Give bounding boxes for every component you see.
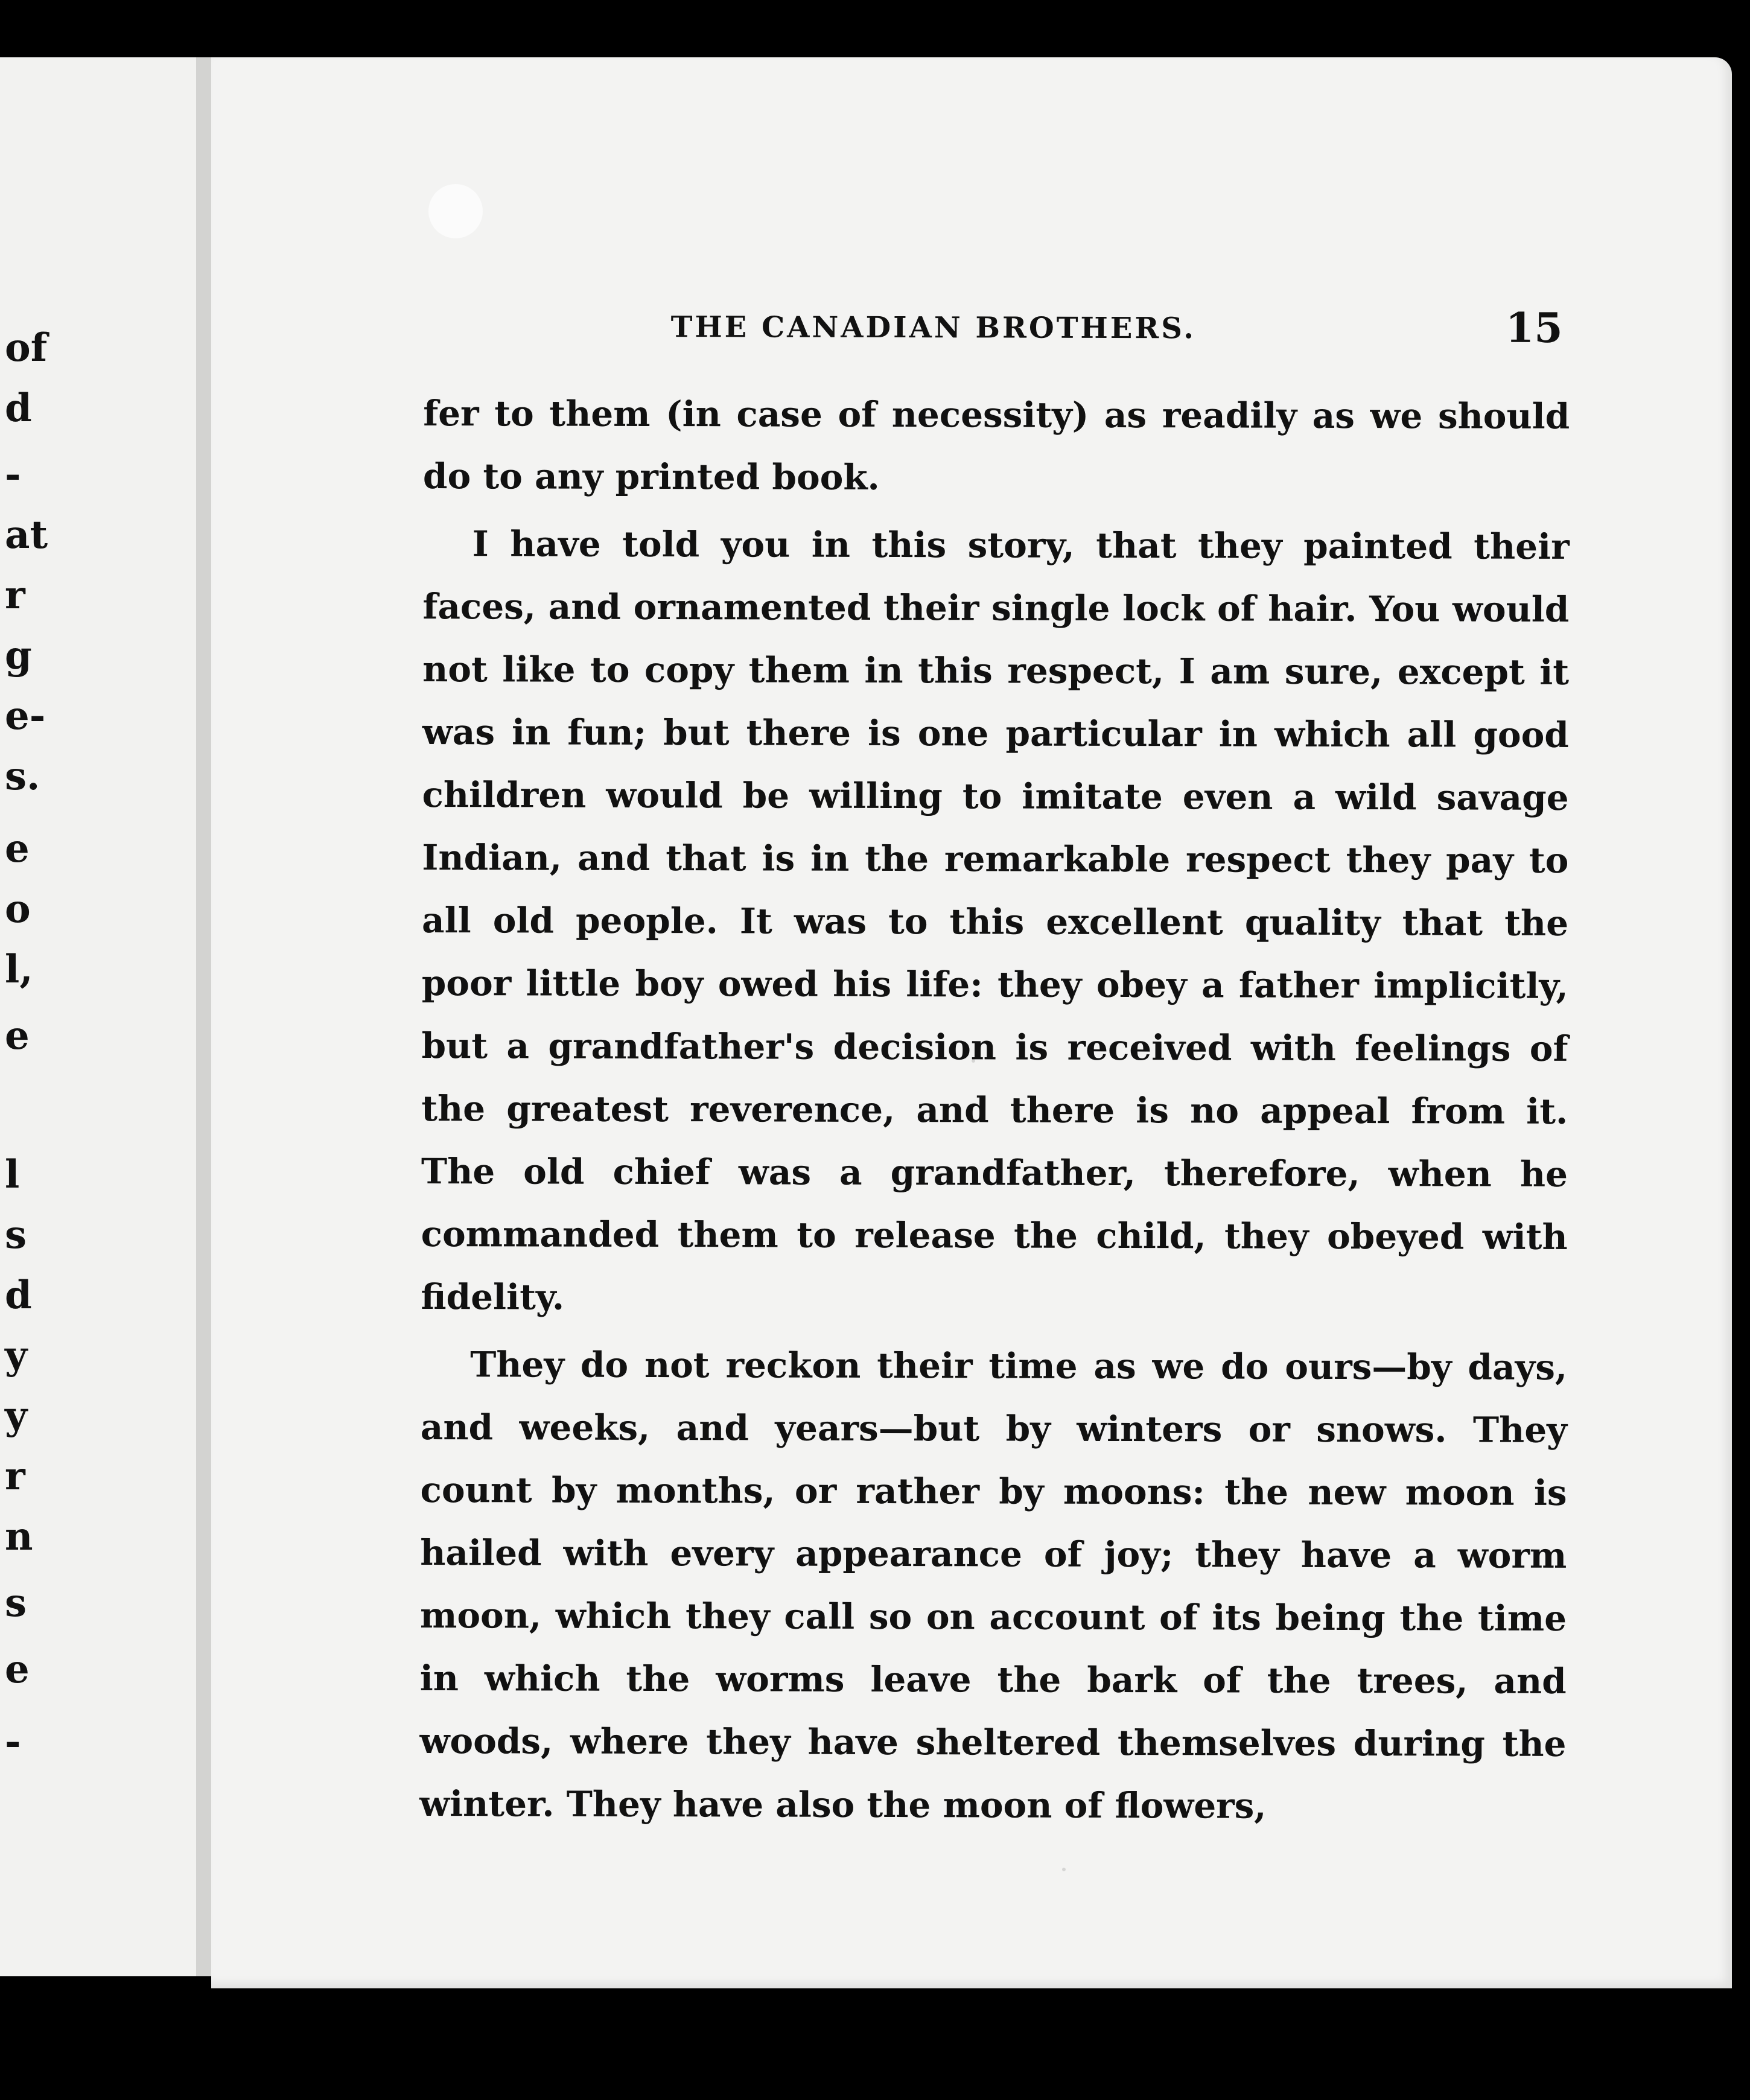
left-edge-char: n [5, 1514, 33, 1559]
left-edge-char: o [5, 886, 31, 932]
left-edge-char: of [5, 325, 48, 371]
paragraph: They do not reckon their time as we do ours—by days, and weeks, and years—but by winters or snows. They count by months, or rather by moons: the new moon is hailed with every appearance of joy; they have a worm moon, which they call so on account of its being the time in which the worms leave the bark of the trees, and woods, where they have sheltered themselves during the winter. They have also the moon of flowers, [419, 1344, 1568, 1827]
left-edge-char: at [5, 512, 48, 558]
left-edge-char: r [5, 573, 25, 618]
left-edge-char: e [5, 1013, 30, 1058]
left-edge-char: y [5, 1333, 28, 1378]
left-edge-char: - [5, 1719, 21, 1764]
left-edge-char: s [5, 1580, 27, 1626]
right-page [211, 57, 1732, 1988]
left-edge-char: l, [5, 947, 33, 992]
left-page-edge-text [0, 57, 211, 1976]
paper-speck [428, 184, 483, 238]
paragraph: I have told you in this story, that they painted their faces, and ornamented their single lock of hair. You would not like to copy them in this respect, I am sure, except it was in fun; but there is one particular in which all good children would be willing to imitate even a wild savage Indian, and that is in the remarkable respect they pay to all old people. It was to this excellent quality that the poor little boy owed his life: they obey a father implicitly, but a grandfather's decision is received with feelings of the greatest reverence, and there is no appeal from it. The old chief was a grandfather, therefore, when he commanded them to release the child, they obeyed with fidelity. [421, 523, 1570, 1318]
page-number: 15 [1505, 304, 1563, 352]
left-edge-char: d [5, 386, 32, 431]
body-text [419, 382, 1570, 1843]
left-edge-char: - [5, 452, 21, 497]
left-edge-char: r [5, 1454, 25, 1499]
left-edge-char: e- [5, 693, 46, 739]
left-edge-char: e [5, 826, 30, 871]
left-page-edge [0, 57, 211, 1976]
paragraph: fer to them (in case of necessity) as readily as we should do to any printed book. [422, 392, 1570, 498]
left-edge-char: l [5, 1152, 20, 1197]
left-edge-char: s [5, 1212, 27, 1258]
page-content [419, 243, 1570, 1936]
left-edge-char: d [5, 1273, 32, 1318]
left-edge-char: e [5, 1647, 30, 1692]
left-edge-char: g [5, 633, 32, 678]
left-edge-char: y [5, 1393, 28, 1439]
left-edge-char: s. [5, 754, 40, 799]
running-head [424, 243, 1570, 352]
running-title: THE CANADIAN BROTHERS. [670, 310, 1197, 346]
